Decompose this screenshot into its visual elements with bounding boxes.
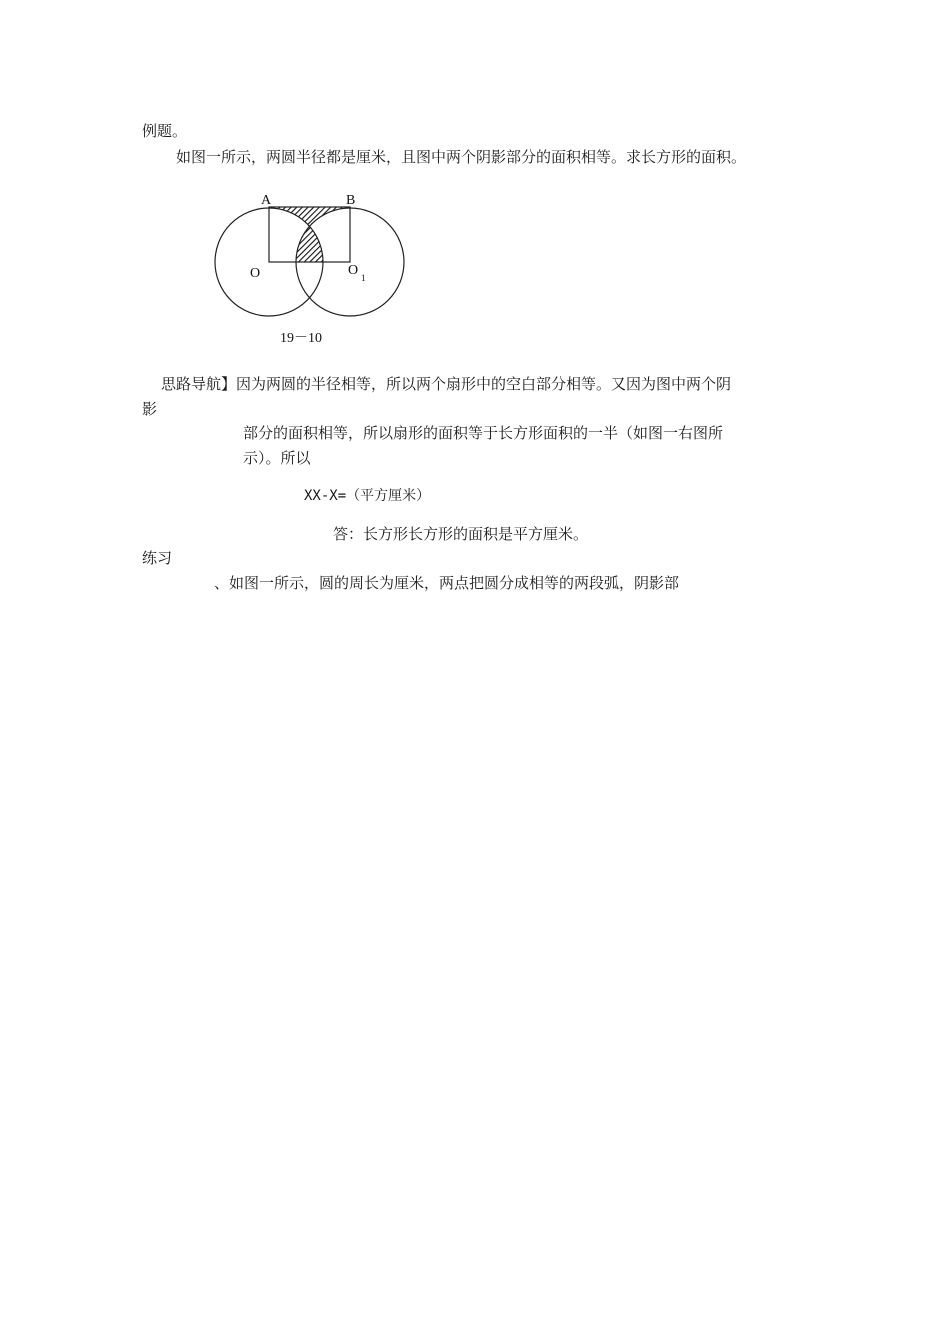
practice-heading: 练习 <box>142 549 173 567</box>
solution-line-1-wrap: 影 <box>142 400 158 418</box>
example-problem: 如图一所示，两圆半径都是厘米，且图中两个阴影部分的面积相等。求长方形的面积。 <box>176 148 747 166</box>
two-circles-figure <box>205 185 425 355</box>
practice-item-1: 、如图一所示，圆的周长为厘米，两点把圆分成相等的两段弧，阴影部 <box>214 574 680 592</box>
label-o1-subscript: 1 <box>361 273 366 283</box>
label-o1: O <box>348 263 359 278</box>
solution-line-3: 示）。所以 <box>243 449 311 467</box>
solution-line-2: 部分的面积相等，所以扇形的面积等于长方形面积的一半（如图一右图所 <box>243 424 724 442</box>
label-o: O <box>250 266 261 281</box>
example-heading: 例题。 <box>142 122 188 140</box>
solution-answer: 答：长方形长方形的面积是平方厘米。 <box>333 525 589 543</box>
label-a: A <box>261 193 272 208</box>
label-b: B <box>346 193 356 208</box>
solution-formula: XX-X=（平方厘米） <box>304 488 431 504</box>
solution-line-1: 思路导航】因为两圆的半径相等，所以两个扇形中的空白部分相等。又因为图中两个阴 <box>161 375 732 393</box>
figure-caption: 19－10 <box>280 331 322 346</box>
